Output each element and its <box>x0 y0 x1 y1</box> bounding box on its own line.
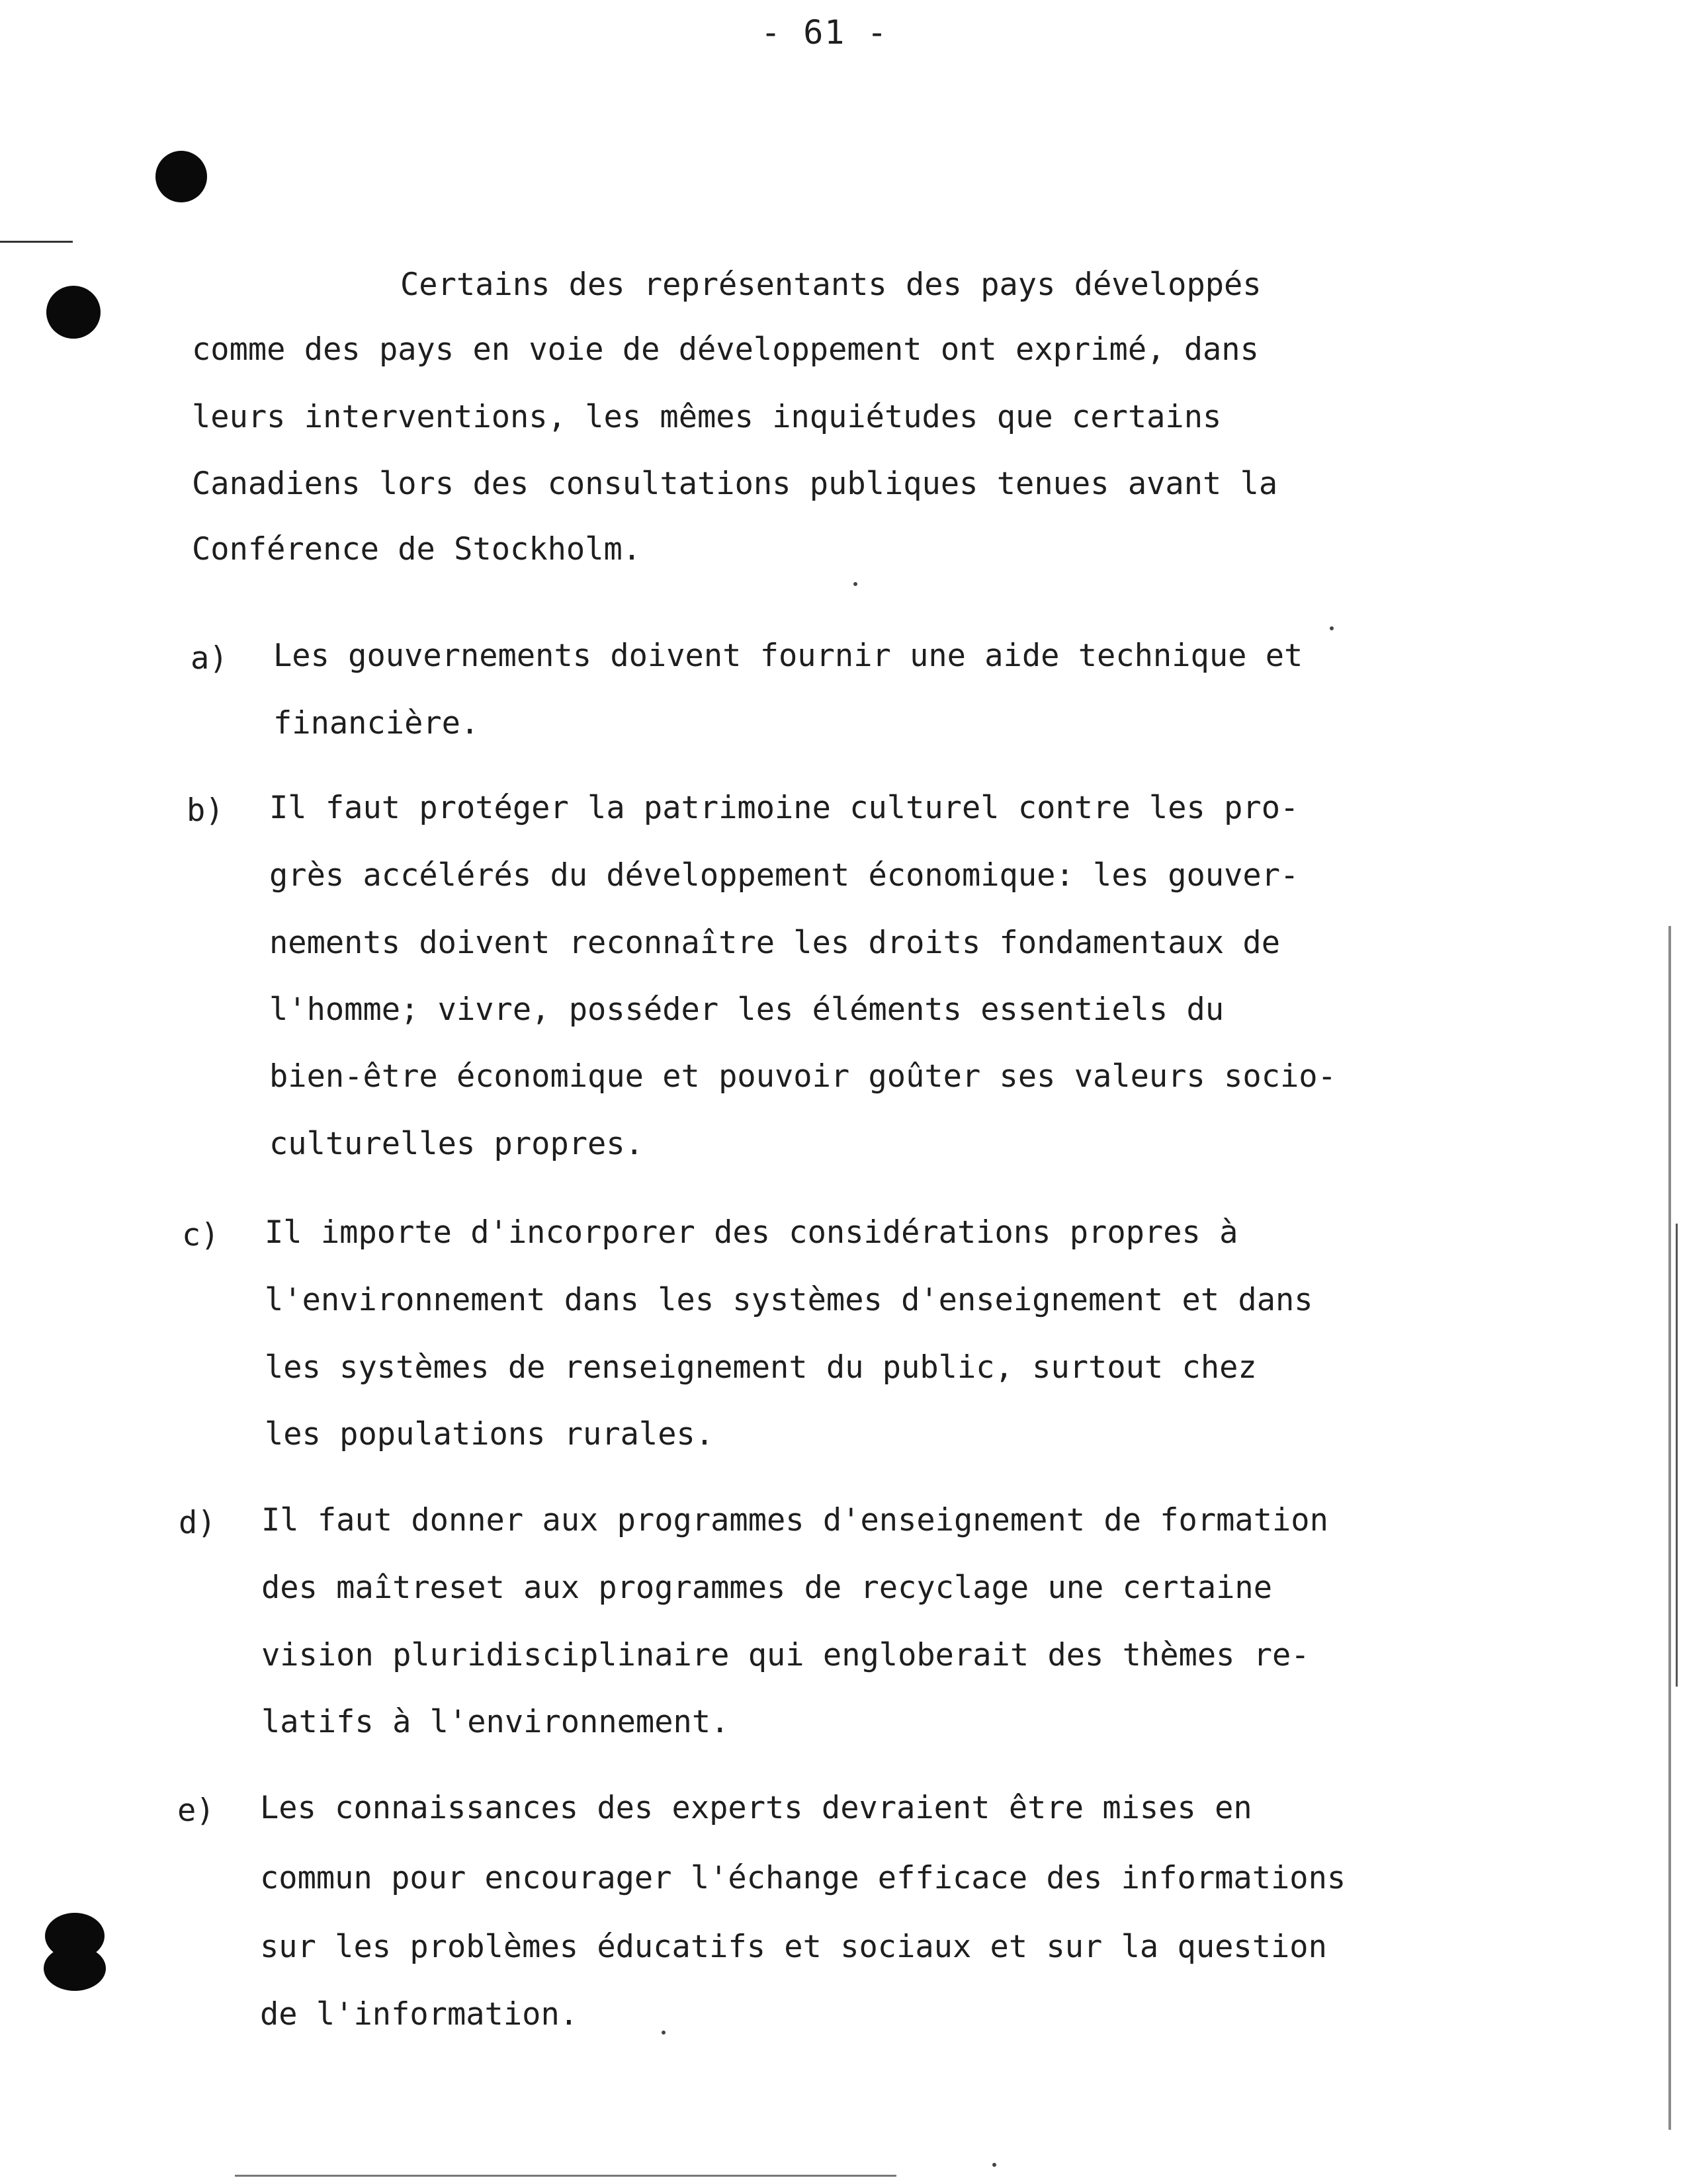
intro-line: leurs interventions, les mêmes inquiétudes que certains <box>192 399 1222 435</box>
punch-hole-top <box>155 151 207 202</box>
punch-hole-bottom-2 <box>44 1946 106 1991</box>
item-line: les populations rurales. <box>265 1416 714 1452</box>
list-marker: d) <box>179 1505 216 1541</box>
item-line: nements doivent reconnaître les droits fondamentaux de <box>269 925 1281 961</box>
scan-mark-left <box>0 241 73 243</box>
item-line: Il faut protéger la patrimoine culturel contre les pro- <box>269 790 1299 826</box>
scan-mark-bottom <box>235 2175 896 2177</box>
scan-speck <box>1330 626 1334 630</box>
list-marker: c) <box>182 1217 220 1253</box>
item-line: Il importe d'incorporer des considérations propres à <box>265 1214 1238 1251</box>
scan-edge-right-2 <box>1676 1224 1678 1687</box>
intro-line: comme des pays en voie de développement ont exprimé, dans <box>192 331 1259 368</box>
intro-line: Certains des représentants des pays développés <box>400 267 1262 303</box>
item-line: sur les problèmes éducatifs et sociaux et sur la question <box>260 1929 1327 1965</box>
intro-line: Canadiens lors des consultations publiques tenues avant la <box>192 466 1278 502</box>
item-line: financière. <box>273 705 480 741</box>
scan-edge-right <box>1668 926 1671 2130</box>
item-line: bien-être économique et pouvoir goûter ses valeurs socio- <box>269 1058 1336 1095</box>
item-line: l'environnement dans les systèmes d'enseignement et dans <box>265 1282 1313 1318</box>
item-line: Les gouvernements doivent fournir une aide technique et <box>273 638 1303 674</box>
item-line: Les connaissances des experts devraient être mises en <box>260 1790 1252 1826</box>
item-line: des maîtreset aux programmes de recyclage une certaine <box>261 1570 1273 1606</box>
item-line: grès accélérés du développement économique: les gouver- <box>269 857 1299 894</box>
scan-speck <box>992 2163 996 2167</box>
item-line: vision pluridisciplinaire qui engloberait des thèmes re- <box>261 1637 1310 1673</box>
page-number: - 61 - <box>761 13 888 52</box>
intro-line: Conférence de Stockholm. <box>192 531 642 567</box>
list-marker: e) <box>177 1792 215 1829</box>
scan-speck <box>662 2031 666 2035</box>
punch-hole-upper <box>46 286 101 339</box>
item-line: les systèmes de renseignement du public, surtout chez <box>265 1349 1257 1386</box>
item-line: commun pour encourager l'échange efficace des informations <box>260 1860 1346 1896</box>
scan-speck <box>853 582 857 586</box>
item-line: de l'information. <box>260 1996 579 2033</box>
item-line: Il faut donner aux programmes d'enseignement de formation <box>261 1502 1328 1538</box>
item-line: latifs à l'environnement. <box>261 1704 730 1740</box>
item-line: l'homme; vivre, posséder les éléments essentiels du <box>269 991 1225 1028</box>
list-marker: b) <box>187 792 224 829</box>
list-marker: a) <box>191 640 228 677</box>
item-line: culturelles propres. <box>269 1126 644 1162</box>
